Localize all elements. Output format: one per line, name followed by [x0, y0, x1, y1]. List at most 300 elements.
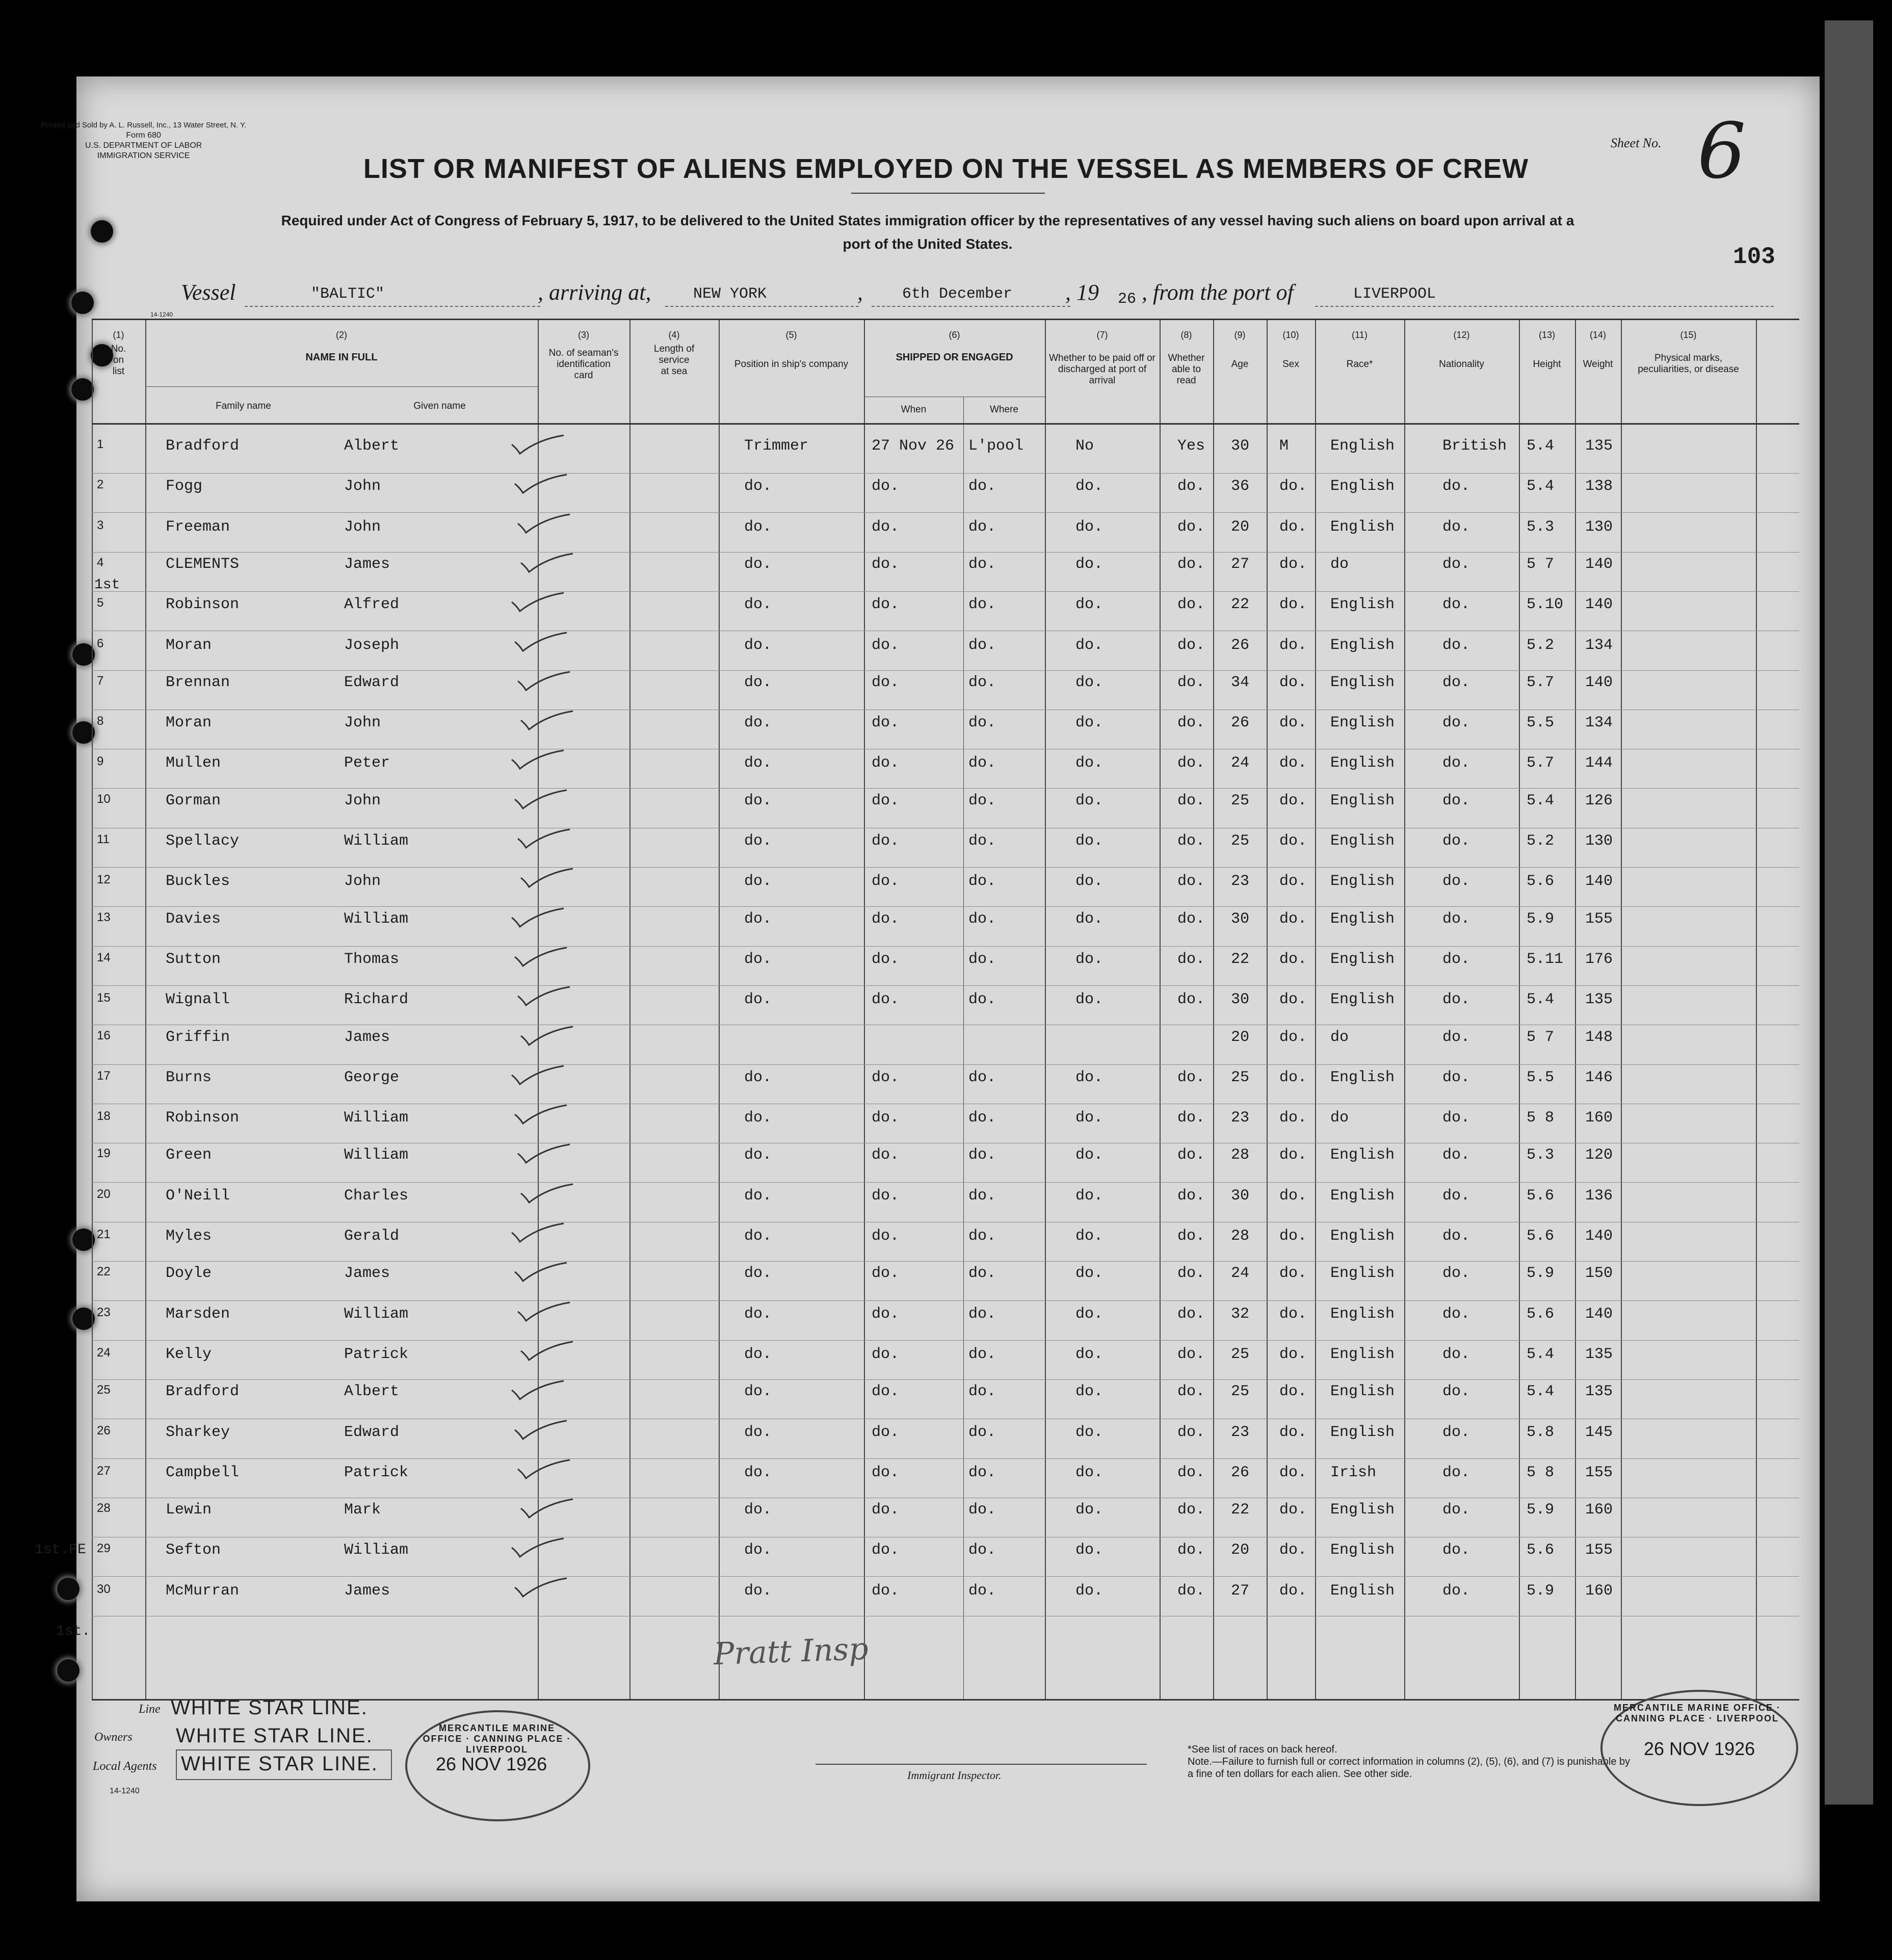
given-name: William [344, 832, 409, 850]
sex: do. [1279, 1068, 1307, 1086]
col-rule [1575, 320, 1576, 1699]
nationality: do. [1442, 1265, 1470, 1283]
inspector-line [816, 1764, 1147, 1765]
nationality: do. [1442, 636, 1470, 654]
paid-off: do. [1075, 910, 1103, 928]
sex: do. [1279, 1227, 1307, 1245]
col-rule [864, 320, 865, 1699]
age: 23 [1231, 1109, 1250, 1127]
punch-hole [57, 1659, 80, 1682]
page-title: LIST OR MANIFEST OF ALIENS EMPLOYED ON THE VESSEL AS MEMBERS OF CREW [363, 153, 1529, 184]
nationality: do. [1442, 792, 1470, 809]
able-to-read: do. [1177, 1464, 1205, 1481]
age: 20 [1231, 1541, 1250, 1559]
row-number: 20 [97, 1187, 111, 1201]
weight: 140 [1585, 1227, 1613, 1245]
family-name: Sharkey [166, 1423, 230, 1441]
weight: 160 [1585, 1501, 1613, 1519]
weight: 130 [1585, 832, 1613, 850]
family-name: Wignall [166, 991, 230, 1009]
page-edge [1825, 20, 1873, 1805]
given-name: Richard [344, 991, 409, 1009]
family-name: Fogg [166, 478, 203, 495]
stamp-right-date: 26 NOV 1926 [1644, 1738, 1755, 1759]
row-number: 19 [97, 1146, 111, 1161]
paid-off: do. [1075, 1464, 1103, 1481]
check-mark-icon [519, 867, 575, 889]
row-rule [92, 788, 1799, 789]
able-to-read: do. [1177, 1068, 1205, 1086]
position: do. [744, 792, 772, 809]
able-to-read: do. [1177, 832, 1205, 850]
col-label: SHIPPED OR ENGAGED [896, 352, 1013, 363]
col-label: Race* [1346, 359, 1373, 370]
col-number: (14) [1589, 330, 1606, 340]
age: 28 [1231, 1227, 1250, 1245]
sex: do. [1279, 1383, 1307, 1401]
age: 22 [1231, 596, 1250, 614]
shipped-where: do. [968, 1541, 996, 1559]
race: English [1330, 1265, 1395, 1283]
sex: do. [1279, 950, 1307, 968]
check-mark-icon [513, 1103, 569, 1126]
height: 5.6 [1527, 1187, 1555, 1205]
shipped-where: do. [968, 910, 996, 928]
col-number: (2) [336, 330, 347, 340]
row-number: 7 [97, 673, 104, 688]
row-number: 6 [97, 636, 104, 650]
row-number: 9 [97, 754, 104, 769]
race: English [1330, 437, 1395, 455]
paid-off: do. [1075, 1305, 1103, 1323]
given-name: Albert [344, 437, 400, 455]
able-to-read: do. [1177, 1305, 1205, 1323]
col-label: NAME IN FULL [305, 352, 378, 363]
race: English [1330, 1501, 1395, 1519]
sheet-label: Sheet No. [1611, 136, 1662, 150]
paid-off: do. [1075, 1541, 1103, 1559]
footer-note [1188, 1743, 1631, 1780]
col-3-header [538, 329, 629, 381]
height: 5.4 [1527, 991, 1555, 1009]
position: do. [744, 555, 772, 573]
col-number: (6) [949, 330, 960, 340]
able-to-read: do. [1177, 673, 1205, 691]
check-mark-icon [516, 827, 572, 850]
nationality: do. [1442, 1383, 1470, 1401]
age: 27 [1231, 1582, 1250, 1600]
able-to-read: do. [1177, 754, 1205, 772]
family-name: Robinson [166, 596, 240, 614]
shipped-when: do. [872, 1464, 900, 1481]
col-label: Age [1231, 359, 1249, 370]
race: English [1330, 596, 1395, 614]
age: 32 [1231, 1305, 1250, 1323]
row-rule [92, 1458, 1799, 1459]
printer-text: Printed and Sold by A. L. Russell, Inc., 13 Water Street, N. Y. [41, 121, 247, 129]
nationality: do. [1442, 754, 1470, 772]
given-name: Charles [344, 1187, 409, 1205]
position: do. [744, 832, 772, 850]
family-name: O'Neill [166, 1187, 230, 1205]
row-rule [92, 985, 1799, 986]
shipped-where: do. [968, 873, 996, 891]
col-label: Nationality [1439, 359, 1484, 370]
sex: do. [1279, 792, 1307, 809]
col-5-header [719, 329, 864, 370]
agents-stamp: WHITE STAR LINE. [181, 1753, 378, 1775]
check-mark-icon [513, 788, 569, 811]
age: 20 [1231, 518, 1250, 536]
row-rule [92, 512, 1799, 513]
position: do. [744, 1227, 772, 1245]
race: English [1330, 1582, 1395, 1600]
row-rule [92, 473, 1799, 474]
col-label: Position in ship's company [734, 359, 849, 370]
position: do. [744, 1383, 772, 1401]
col-label: Physical marks, peculiarities, or disease [1638, 353, 1739, 375]
family-name: CLEMENTS [166, 555, 240, 573]
header-rule [92, 423, 1799, 425]
shipped-when: do. [872, 792, 900, 809]
shipped-when: do. [872, 1305, 900, 1323]
given-name: John [344, 873, 381, 891]
shipped-when: do. [872, 1345, 900, 1363]
height: 5.6 [1527, 873, 1555, 891]
check-mark-icon [510, 1536, 566, 1559]
given-name: Gerald [344, 1227, 400, 1245]
col-6-header [864, 329, 1045, 363]
paid-off: do. [1075, 950, 1103, 968]
nationality: do. [1442, 1187, 1470, 1205]
given-name: John [344, 792, 381, 809]
position: do. [744, 1423, 772, 1441]
position: do. [744, 1464, 772, 1481]
row-rule [92, 1340, 1799, 1341]
height: 5 8 [1527, 1109, 1555, 1127]
check-mark-icon [510, 1064, 566, 1086]
position: do. [744, 714, 772, 732]
paid-off: do. [1075, 1187, 1103, 1205]
position: do. [744, 1146, 772, 1164]
shipped-when: do. [872, 518, 900, 536]
race: English [1330, 754, 1395, 772]
col-2-header [145, 329, 538, 363]
row-number: 22 [97, 1265, 111, 1279]
name-subrule [145, 386, 538, 387]
shipped-where: do. [968, 1109, 996, 1127]
col-12-header [1404, 329, 1519, 370]
age: 25 [1231, 1068, 1250, 1086]
sex: do. [1279, 1265, 1307, 1283]
col-number: (3) [578, 330, 589, 340]
row-number: 5 [97, 596, 104, 610]
arrival-date: 6th December [902, 285, 1013, 303]
shipped-when: do. [872, 950, 900, 968]
arrival-port: NEW YORK [693, 285, 767, 303]
sex: do. [1279, 1582, 1307, 1600]
nationality: do. [1442, 910, 1470, 928]
paid-off: do. [1075, 1146, 1103, 1164]
row-number: 24 [97, 1345, 111, 1360]
shipped-where: L'pool [968, 437, 1024, 455]
row-rule [92, 1261, 1799, 1262]
agents-label: Local Agents [93, 1760, 157, 1773]
nationality: do. [1442, 1227, 1470, 1245]
col-10-header [1267, 329, 1315, 370]
family-name: Spellacy [166, 832, 240, 850]
given-name: Mark [344, 1501, 381, 1519]
col-label: No. on list [111, 344, 126, 377]
race: English [1330, 792, 1395, 809]
weight: 126 [1585, 792, 1613, 809]
check-mark-icon [519, 709, 575, 731]
nationality: do. [1442, 1146, 1470, 1164]
weight: 120 [1585, 1146, 1613, 1164]
shipped-when: do. [872, 1109, 900, 1127]
age: 25 [1231, 832, 1250, 850]
given-name: John [344, 478, 381, 495]
family-name: Moran [166, 714, 212, 732]
paid-off: No [1075, 437, 1094, 455]
race: English [1330, 1541, 1395, 1559]
vessel-underline [245, 306, 540, 307]
height: 5.6 [1527, 1541, 1555, 1559]
position: do. [744, 1345, 772, 1363]
row-number: 3 [97, 518, 104, 532]
row-number: 4 [97, 555, 104, 569]
able-to-read: do. [1177, 1227, 1205, 1245]
shipped-when: do. [872, 910, 900, 928]
given-name: John [344, 714, 381, 732]
family-name-header: Family name [216, 401, 271, 411]
arrival-underline [665, 306, 859, 307]
race: do [1330, 555, 1349, 573]
age: 20 [1231, 1028, 1250, 1046]
row-number: 26 [97, 1423, 111, 1438]
line-stamp: WHITE STAR LINE. [171, 1696, 368, 1719]
shipped-when: do. [872, 1501, 900, 1519]
check-mark-icon [519, 1182, 575, 1205]
race: English [1330, 1383, 1395, 1401]
position: do. [744, 1582, 772, 1600]
row-rule [92, 1064, 1799, 1065]
departure-port: LIVERPOOL [1353, 285, 1436, 303]
check-mark-icon [510, 906, 566, 929]
given-name: William [344, 1109, 409, 1127]
height: 5.4 [1527, 1383, 1555, 1401]
shipped-where: do. [968, 1305, 996, 1323]
owners-stamp: WHITE STAR LINE. [176, 1724, 373, 1747]
height: 5.4 [1527, 1345, 1555, 1363]
nationality: do. [1442, 1028, 1470, 1046]
height: 5.2 [1527, 832, 1555, 850]
from-label: , from the port of [1142, 280, 1294, 305]
nationality: do. [1442, 832, 1470, 850]
weight: 134 [1585, 636, 1613, 654]
col-rule [1756, 320, 1757, 1699]
nationality: do. [1442, 1305, 1470, 1323]
col-rule [1267, 320, 1268, 1699]
age: 26 [1231, 636, 1250, 654]
family-name: Burns [166, 1068, 212, 1086]
punch-hole [91, 220, 113, 243]
height: 5.3 [1527, 1146, 1555, 1164]
check-mark-icon [513, 1576, 569, 1599]
given-name: Albert [344, 1383, 400, 1401]
nationality: do. [1442, 555, 1470, 573]
check-mark-icon [510, 591, 566, 613]
able-to-read: do. [1177, 910, 1205, 928]
race: English [1330, 950, 1395, 968]
row-number: 13 [97, 910, 111, 924]
paid-off: do. [1075, 1068, 1103, 1086]
race: English [1330, 1423, 1395, 1441]
height: 5 7 [1527, 1028, 1555, 1046]
sex: do. [1279, 991, 1307, 1009]
paid-off: do. [1075, 991, 1103, 1009]
punch-hole [57, 1578, 80, 1600]
nationality: do. [1442, 478, 1470, 495]
race: English [1330, 1227, 1395, 1245]
race: English [1330, 518, 1395, 536]
given-name: James [344, 1265, 390, 1283]
family-name: Lewin [166, 1501, 212, 1519]
sex: do. [1279, 1109, 1307, 1127]
age: 26 [1231, 1464, 1250, 1481]
given-name: James [344, 1028, 390, 1046]
age: 26 [1231, 714, 1250, 732]
race: do [1330, 1109, 1349, 1127]
check-mark-icon [516, 512, 572, 535]
given-name: Patrick [344, 1464, 409, 1481]
able-to-read: do. [1177, 518, 1205, 536]
family-name: Green [166, 1146, 212, 1164]
col-number: (15) [1680, 330, 1697, 340]
family-name: Freeman [166, 518, 230, 536]
check-mark-icon [519, 552, 575, 574]
shipped-when: 27 Nov 26 [872, 437, 955, 455]
sex: do. [1279, 1345, 1307, 1363]
nationality: do. [1442, 1541, 1470, 1559]
col-rule [145, 320, 146, 1699]
year-suffix: 26 [1118, 291, 1137, 308]
col-rule [1519, 320, 1520, 1699]
sex: do. [1279, 832, 1307, 850]
service: IMMIGRATION SERVICE [97, 151, 190, 160]
col-4-header [629, 329, 719, 377]
nationality: do. [1442, 873, 1470, 891]
sex: do. [1279, 555, 1307, 573]
given-name: William [344, 1305, 409, 1323]
able-to-read: do. [1177, 555, 1205, 573]
position: do. [744, 478, 772, 495]
nationality: British [1442, 437, 1507, 455]
punch-hole [71, 378, 94, 401]
shipped-where: do. [968, 714, 996, 732]
family-name: Campbell [166, 1464, 240, 1481]
sex: do. [1279, 478, 1307, 495]
given-name: Peter [344, 754, 390, 772]
col-rule [1045, 320, 1046, 1699]
nationality: do. [1442, 673, 1470, 691]
weight: 135 [1585, 991, 1613, 1009]
weight: 134 [1585, 714, 1613, 732]
row-number: 17 [97, 1068, 111, 1083]
check-mark-icon [519, 1497, 575, 1520]
side-note: 1st [94, 577, 120, 593]
row-rule [92, 591, 1799, 592]
shipped-where: do. [968, 636, 996, 654]
year-prefix: , 19 [1065, 280, 1099, 305]
family-name: Marsden [166, 1305, 230, 1323]
col-number: (1) [113, 330, 124, 340]
position: do. [744, 518, 772, 536]
weight: 146 [1585, 1068, 1613, 1086]
position: do. [744, 636, 772, 654]
weight: 140 [1585, 873, 1613, 891]
position: do. [744, 1265, 772, 1283]
shipped-when: do. [872, 832, 900, 850]
race: English [1330, 478, 1395, 495]
position: do. [744, 950, 772, 968]
col-label: Whether to be paid off or discharged at port of arrival [1049, 353, 1155, 386]
nationality: do. [1442, 1068, 1470, 1086]
row-number: 30 [97, 1582, 111, 1596]
weight: 148 [1585, 1028, 1613, 1046]
weight: 138 [1585, 478, 1613, 495]
row-rule [92, 1182, 1799, 1183]
nationality: do. [1442, 1582, 1470, 1600]
height: 5.2 [1527, 636, 1555, 654]
able-to-read: do. [1177, 1265, 1205, 1283]
sex: do. [1279, 1305, 1307, 1323]
shipped-when: do. [872, 991, 900, 1009]
height: 5.11 [1527, 950, 1564, 968]
paid-off: do. [1075, 1501, 1103, 1519]
row-number: 27 [97, 1464, 111, 1478]
position: do. [744, 754, 772, 772]
sex: do. [1279, 1146, 1307, 1164]
check-mark-icon [513, 1261, 569, 1283]
family-name: Doyle [166, 1265, 212, 1283]
race: English [1330, 714, 1395, 732]
department: U.S. DEPARTMENT OF LABOR [85, 141, 202, 150]
paid-off: do. [1075, 1383, 1103, 1401]
family-name: Brennan [166, 673, 230, 691]
check-mark-icon [510, 748, 566, 771]
able-to-read: Yes [1177, 437, 1205, 455]
family-name: Buckles [166, 873, 230, 891]
shipped-where: do. [968, 1345, 996, 1363]
shipped-when: do. [872, 1582, 900, 1600]
col-7-header [1045, 329, 1160, 386]
able-to-read: do. [1177, 1383, 1205, 1401]
nationality: do. [1442, 991, 1470, 1009]
row-rule [92, 946, 1799, 947]
able-to-read: do. [1177, 636, 1205, 654]
paid-off: do. [1075, 636, 1103, 654]
sheet-number: 6 [1697, 107, 1746, 196]
sex: do. [1279, 754, 1307, 772]
height: 5.10 [1527, 596, 1564, 614]
row-number: 16 [97, 1028, 111, 1042]
col-number: (4) [668, 330, 680, 340]
sex: do. [1279, 636, 1307, 654]
shipped-when: do. [872, 1227, 900, 1245]
col-13-header [1519, 329, 1575, 370]
stamp-left-date: 26 NOV 1926 [436, 1754, 547, 1774]
